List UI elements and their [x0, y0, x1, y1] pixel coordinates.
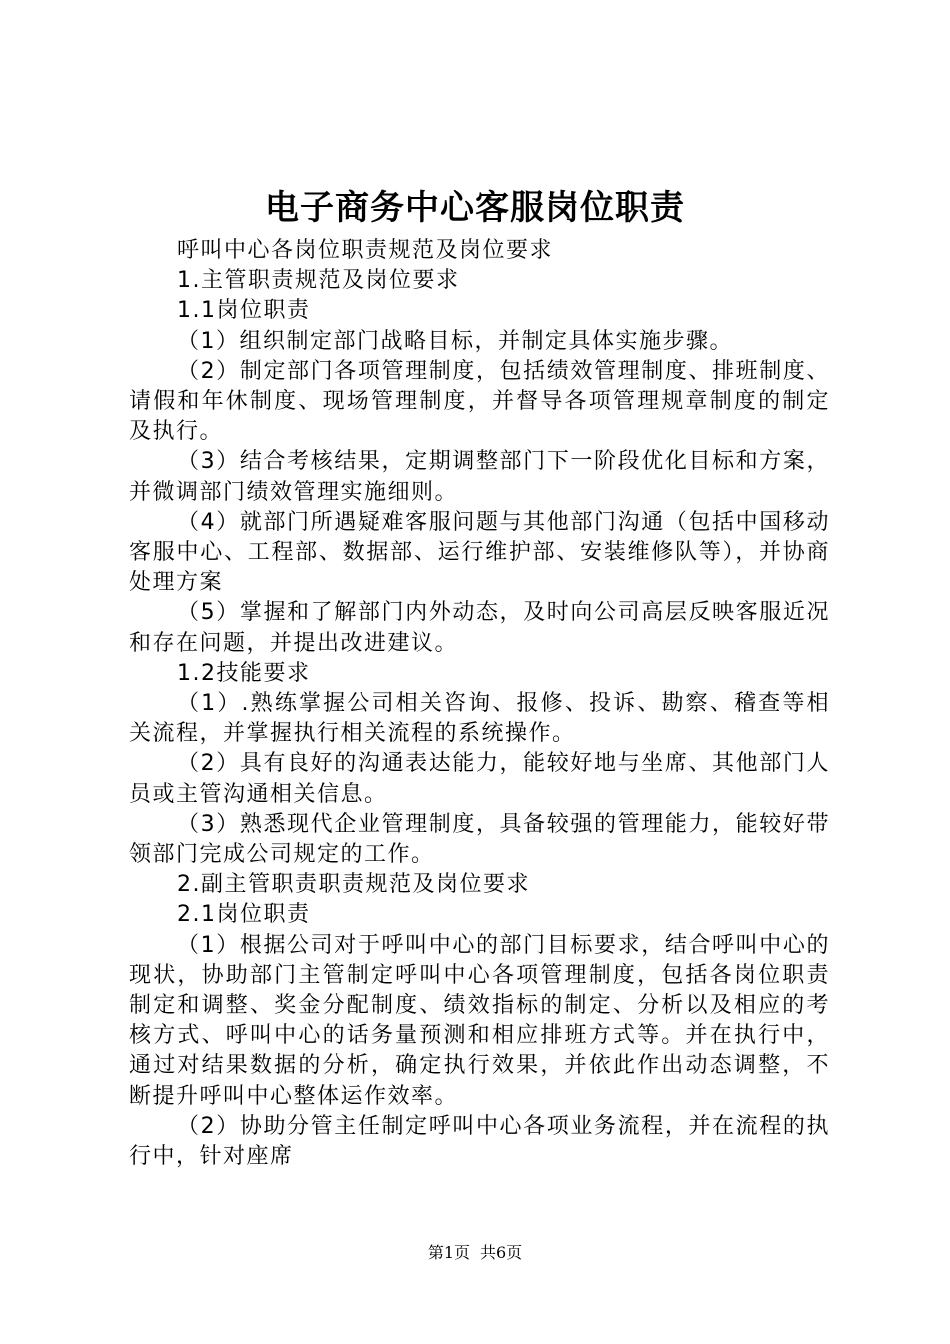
document-title: 电子商务中心客服岗位职责 [265, 188, 685, 228]
page-total: 共6页 [480, 1243, 523, 1262]
paragraph: 呼叫中心各岗位职责规范及岗位要求 [177, 238, 554, 263]
paragraph: 2.副主管职责职责规范及岗位要求 [177, 872, 530, 898]
page-footer [0, 1242, 950, 1264]
paragraph: 1.1岗位职责 [177, 298, 311, 324]
paragraph: （2）制定部门各项管理制度，包括绩效管理制度、排班制度、请假和年休制度、现场管理制度，并督导各项管理规章制度的制定及执行。 [129, 358, 830, 445]
paragraph: 2.1岗位职责 [177, 902, 311, 928]
paragraph: （2）具有良好的沟通表达能力，能较好地与坐席、其他部门人员或主管沟通相关信息。 [129, 751, 830, 807]
paragraph: （5）掌握和了解部门内外动态，及时向公司高层反映客服近况和存在问题，并提出改进建议。 [129, 600, 830, 656]
document-body [129, 236, 830, 1172]
paragraph: （4）就部门所遇疑难客服问题与其他部门沟通（包括中国移动客服中心、工程部、数据部、运行维护部、安装维修队等），并协商处理方案 [129, 509, 830, 596]
paragraph: （1）根据公司对于呼叫中心的部门目标要求，结合呼叫中心的现状，协助部门主管制定呼叫中心各项管理制度，包括各岗位职责制定和调整、奖金分配制度、绩效指标的制定、分析以及相应的考核方式、呼叫中心的话务量预测和相应排班方式等。并在执行中，通过对结果数据的分析，确定执行效果，并依此作出动态调整，不断提升呼叫中心整体运作效率。 [129, 932, 830, 1109]
paragraph: （2）协助分管主任制定呼叫中心各项业务流程，并在流程的执行中，针对座席 [129, 1113, 830, 1170]
paragraph: 1.2技能要求 [177, 660, 311, 686]
paragraph: （1）组织制定部门战略目标，并制定具体实施步骤。 [177, 328, 733, 354]
paragraph: （1）.熟练掌握公司相关咨询、报修、投诉、勘察、稽查等相关流程，并掌握执行相关流程的系统操作。 [129, 691, 830, 747]
paragraph: （3）熟悉现代企业管理制度，具备较强的管理能力，能较好带领部门完成公司规定的工作。 [129, 811, 830, 868]
page-number: 第1页 [427, 1243, 470, 1262]
paragraph: 1.主管职责规范及岗位要求 [177, 268, 460, 294]
paragraph: （3）结合考核结果，定期调整部门下一阶段优化目标和方案，并微调部门绩效管理实施细则。 [129, 449, 830, 505]
